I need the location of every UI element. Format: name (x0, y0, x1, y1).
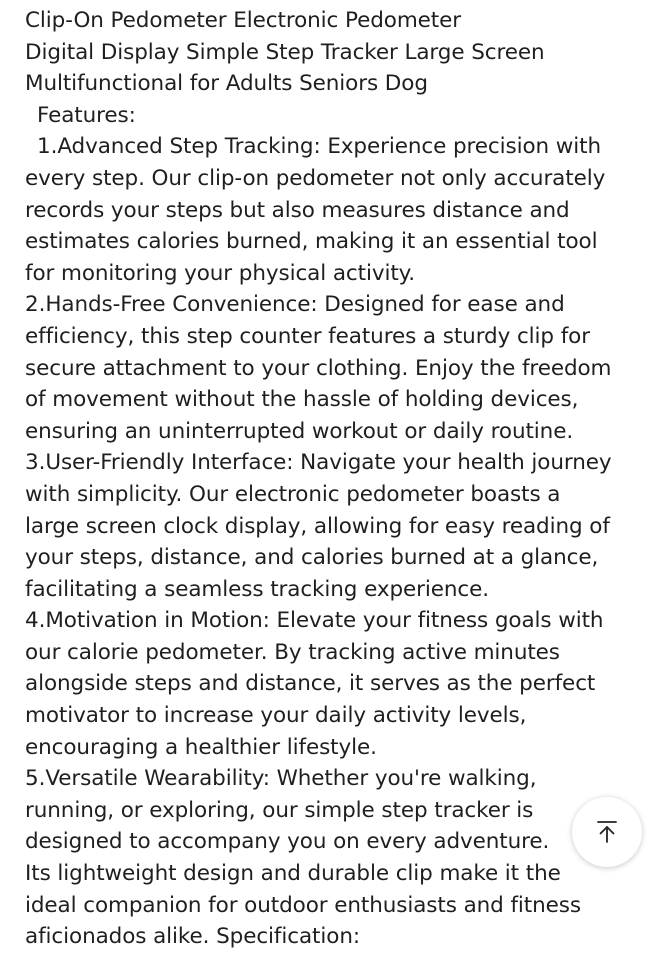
product-title-line: Clip-On Pedometer Electronic Pedometer (25, 8, 461, 33)
back-to-top-button[interactable] (572, 797, 642, 867)
feature-text-line: for monitoring your physical activity. (25, 260, 415, 286)
feature-text-line: records your steps but also measures distance and (25, 197, 570, 223)
arrow-to-top-icon (594, 819, 620, 845)
feature-text-line: alongside steps and distance, it serves as the perfect (25, 671, 596, 697)
product-description (25, 5, 655, 953)
feature-text-line: of movement without the hassle of holding devices, (25, 387, 579, 413)
feature-text-line: motivator to increase your daily activity levels, (25, 703, 527, 729)
product-title-line: Multifunctional for Adults Seniors Dog (25, 71, 428, 97)
product-title-line: Digital Display Simple Step Tracker Large Screen (25, 39, 545, 65)
feature-text-line: efficiency, this step counter features a sturdy clip for (25, 323, 590, 349)
features-heading: Features: (37, 102, 136, 128)
feature-text-line: aficionados alike. Specification: (25, 924, 360, 950)
feature-text-line: 3.User-Friendly Interface: Navigate your health journey (25, 450, 612, 476)
feature-text-line: ensuring an uninterrupted workout or daily routine. (25, 418, 574, 444)
feature-text-line: large screen clock display, allowing for easy reading of (25, 513, 610, 539)
feature-text-line: 4.Motivation in Motion: Elevate your fitness goals with (25, 608, 604, 634)
feature-text-line: Its lightweight design and durable clip make it the (25, 861, 561, 887)
feature-text-line: 5.Versatile Wearability: Whether you're walking, (25, 766, 537, 792)
feature-text-line: encouraging a healthier lifestyle. (25, 734, 377, 760)
feature-text-line: designed to accompany you on every adventure. (25, 829, 550, 855)
feature-text-line: 1.Advanced Step Tracking: Experience precision with (37, 134, 601, 160)
feature-text-line: every step. Our clip-on pedometer not only accurately (25, 165, 606, 191)
feature-text-line: ideal companion for outdoor enthusiasts and fitness (25, 892, 581, 918)
feature-text-line: with simplicity. Our electronic pedometer boasts a (25, 481, 561, 507)
feature-text-line: estimates calories burned, making it an essential tool (25, 229, 598, 255)
feature-text-line: our calorie pedometer. By tracking active minutes (25, 639, 560, 665)
feature-text-line: secure attachment to your clothing. Enjoy the freedom (25, 355, 612, 381)
feature-text-line: facilitating a seamless tracking experience. (25, 576, 489, 602)
feature-text-line: running, or exploring, our simple step tracker is (25, 797, 534, 823)
feature-text-line: your steps, distance, and calories burned at a glance, (25, 545, 599, 571)
feature-text-line: 2.Hands-Free Convenience: Designed for ease and (25, 292, 565, 318)
